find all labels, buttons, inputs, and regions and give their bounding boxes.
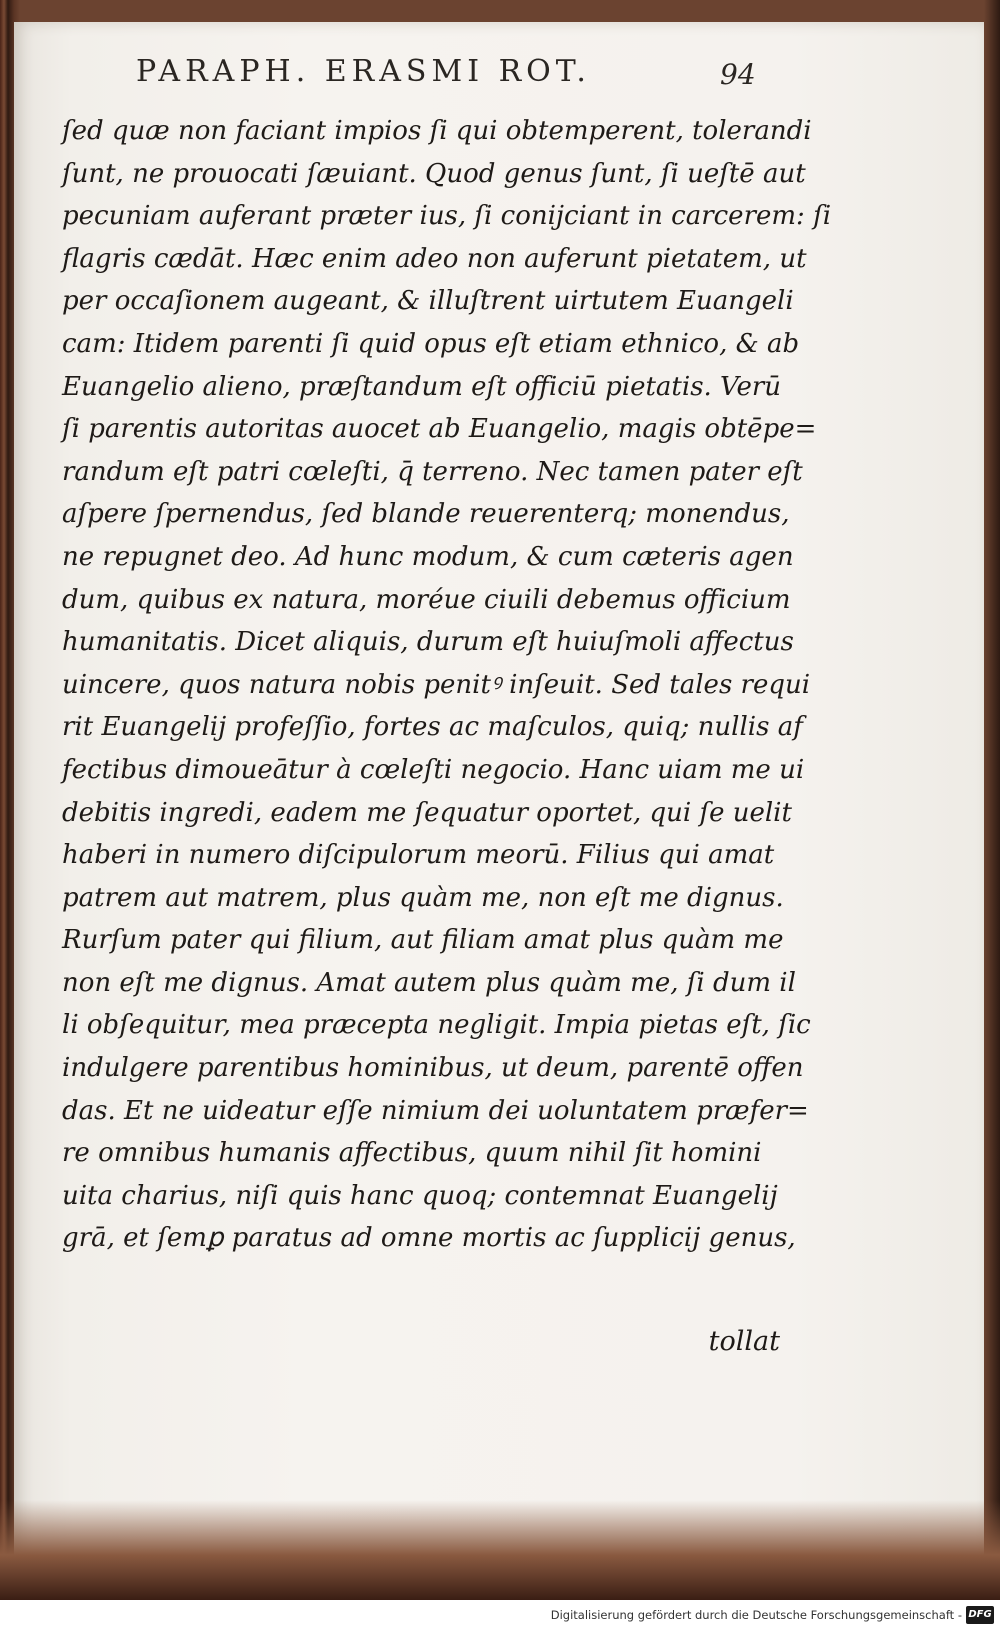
text-line: uita charius, niſi quis hanc quoq; contemnat Euangelij [62,1180,778,1211]
text-line: cam: Itidem parenti ſi quid opus eſt etiam ethnico, & ab [62,328,800,359]
text-line: indulgere parentibus hominibus, ut deum, parentē offen [62,1053,804,1084]
text-line: debitis ingredi, eadem me ſequatur oportet, qui ſe uelit [62,797,792,828]
text-line: pecuniam auferant præter ius, ſi conijciant in carcerem: ſi [62,201,832,232]
book-edge-right [984,0,1000,1600]
text-line: flagris cædāt. Hæc enim adeo non auferunt pietatem, ut [62,243,807,274]
text-line: das. Et ne uideatur eſſe nimium dei uoluntatem præfer= [62,1095,809,1126]
catchword: tollat [708,1326,780,1357]
funding-credit: Digitalisierung gefördert durch die Deutsche Forschungsgemeinschaft - [550,1608,962,1622]
running-title: PARAPH. ERASMI ROT. [136,54,591,89]
text-line: non eſt me dignus. Amat autem plus quàm me, ſi dum il [62,967,796,998]
text-line: dum, quibus ex natura, moréue ciuili debemus officium [62,584,791,615]
body-text [62,110,832,1350]
text-line: patrem aut matrem, plus quàm me, non eſt me dignus. [62,882,784,913]
text-line: fectibus dimoueātur à cœleſti negocio. Hanc uiam me ui [62,754,805,785]
text-line: grā, et ſemꝑ paratus ad omne mortis ac ſupplicij genus, [62,1223,796,1254]
folio-number: 94 [720,58,756,91]
text-line: re omnibus humanis affectibus, quum nihil ſit homini [62,1138,762,1169]
text-line: ſi parentis autoritas auocet ab Euangelio, magis obtēpe= [62,414,817,445]
dfg-logo-icon: DFG [966,1606,994,1624]
text-line: ſed quæ non faciant impios ſi qui obtemperent, tolerandi [62,116,812,146]
text-line: humanitatis. Dicet aliquis, durum eſt huiuſmoli affectus [62,627,794,658]
text-line: aſpere ſpernendus, ſed blande reuerenterq; monendus, [62,499,790,530]
book-edge-bottom [0,1500,1000,1600]
text-line: li obſequitur, mea præcepta negligit. Impia pietas eſt, ſic [62,1010,811,1041]
signature-mark [66,1318,126,1342]
text-line: uincere, quos natura nobis penitꝰ inſeuit. Sed tales requi [62,669,811,700]
text-line: haberi in numero diſcipulorum meorū. Filius qui amat [62,840,775,871]
text-line: rit Euangelij profeſſio, fortes ac maſculos, quiq; nullis af [62,712,803,743]
text-line: Euangelio alieno, præſtandum eſt officiū pietatis. Verū [62,371,782,402]
text-line: ne repugnet deo. Ad hunc modum, & cum cæteris agen [62,541,794,572]
text-line: ſunt, ne prouocati ſæuiant. Quod genus ſunt, ſi ueſtē aut [62,158,806,189]
text-line: randum eſt patri cœleſti, q̄ terreno. Nec tamen pater eſt [62,456,803,487]
text-line: per occaſionem augeant, & illuſtrent uirtutem Euangeli [62,286,794,317]
text-line: Rurſum pater qui filium, aut filiam amat plus quàm me [62,925,784,956]
footer-bar [0,1600,1000,1631]
